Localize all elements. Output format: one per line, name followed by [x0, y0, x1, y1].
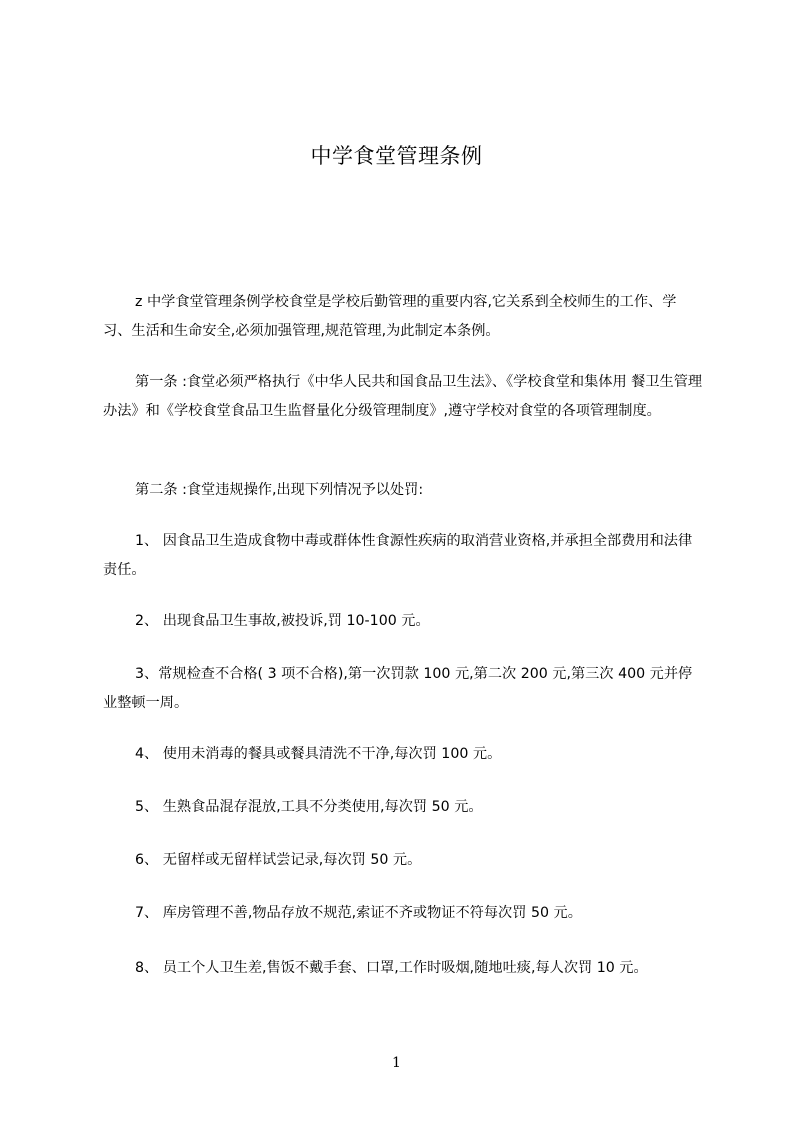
list-item-3: 3、常规检查不合格( 3 项不合格),第一次罚款 100 元,第二次 200 元,第三次 400 元并停业整顿一周。: [103, 666, 693, 711]
list-item-7: 7、 库房管理不善,物品存放不规范,索证不齐或物证不符每次罚 50 元。: [135, 905, 582, 921]
list-item-6: 6、 无留样或无留样试尝记录,每次罚 50 元。: [135, 852, 422, 868]
page-number: 1: [392, 1055, 401, 1071]
article-two-paragraph: 第二条 :食堂违规操作,出现下列情况予以处罚:: [135, 482, 424, 498]
intro-paragraph: z 中学食堂管理条例学校食堂是学校后勤管理的重要内容,它关系到全校师生的工作、学习、生活和生命安全,必须加强管理,规范管理,为此制定本条例。: [103, 294, 677, 339]
list-item-2: 2、 出现食品卫生事故,被投诉,罚 10-100 元。: [135, 613, 430, 629]
article-one-paragraph: 第一条 :食堂必须严格执行《中华人民共和国食品卫生法》、《学校食堂和集体用 餐卫生管理办法》和《学校食堂食品卫生监督量化分级管理制度》,遵守学校对食堂的各项管理制度。: [103, 374, 703, 419]
list-item-5: 5、 生熟食品混存混放,工具不分类使用,每次罚 50 元。: [135, 799, 483, 815]
list-item-1: 1、 因食品卫生造成食物中毒或群体性食源性疾病的取消营业资格,并承担全部费用和法律责任。: [103, 533, 693, 578]
document-title: 中学食堂管理条例: [310, 144, 483, 168]
list-item-4: 4、 使用未消毒的餐具或餐具清洗不干净,每次罚 100 元。: [135, 746, 502, 762]
list-item-8: 8、 员工个人卫生差,售饭不戴手套、口罩,工作时吸烟,随地吐痰,每人次罚 10 元。: [135, 960, 648, 976]
